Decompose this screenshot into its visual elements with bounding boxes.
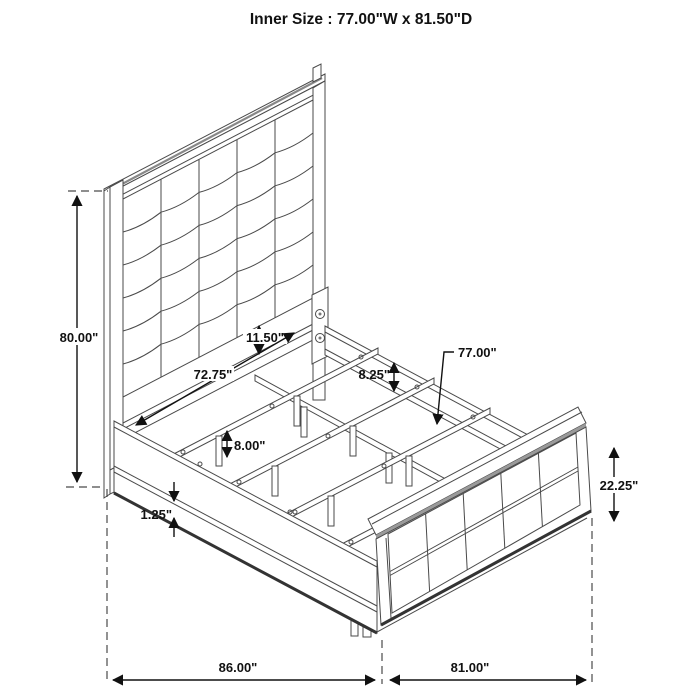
footboard bbox=[368, 407, 591, 632]
dim-footboard-height bbox=[596, 448, 642, 521]
dim-headboard-height bbox=[56, 196, 102, 482]
dim-label-8-00: 8.00" bbox=[234, 438, 266, 453]
dim-label-22-25: 22.25" bbox=[599, 478, 639, 493]
slat-leg bbox=[216, 436, 222, 466]
dim-overall-depth bbox=[113, 660, 375, 680]
diagram-title: Inner Size : 77.00"W x 81.50"D bbox=[249, 11, 473, 28]
bed-drawing bbox=[104, 64, 591, 637]
dim-label-1-25: 1.25" bbox=[140, 507, 172, 522]
dim-label-8-25: 8.25" bbox=[358, 367, 390, 382]
slat-leg bbox=[350, 426, 356, 456]
dim-label-72-75: 72.75" bbox=[193, 367, 233, 382]
dim-label-80: 80.00" bbox=[59, 330, 99, 345]
dim-label-77: 77.00" bbox=[458, 345, 497, 360]
dim-leg-height bbox=[227, 431, 265, 457]
headboard-left-post-side bbox=[104, 187, 110, 498]
slat-leg bbox=[328, 496, 334, 526]
dim-label-81: 81.00" bbox=[450, 660, 490, 675]
dim-overall-width bbox=[390, 660, 586, 680]
dim-label-86: 86.00" bbox=[218, 660, 258, 675]
slat-leg bbox=[272, 466, 278, 496]
dim-label-11-50: 11.50" bbox=[246, 330, 284, 345]
slat-leg bbox=[294, 396, 300, 426]
slat-leg bbox=[406, 456, 412, 486]
